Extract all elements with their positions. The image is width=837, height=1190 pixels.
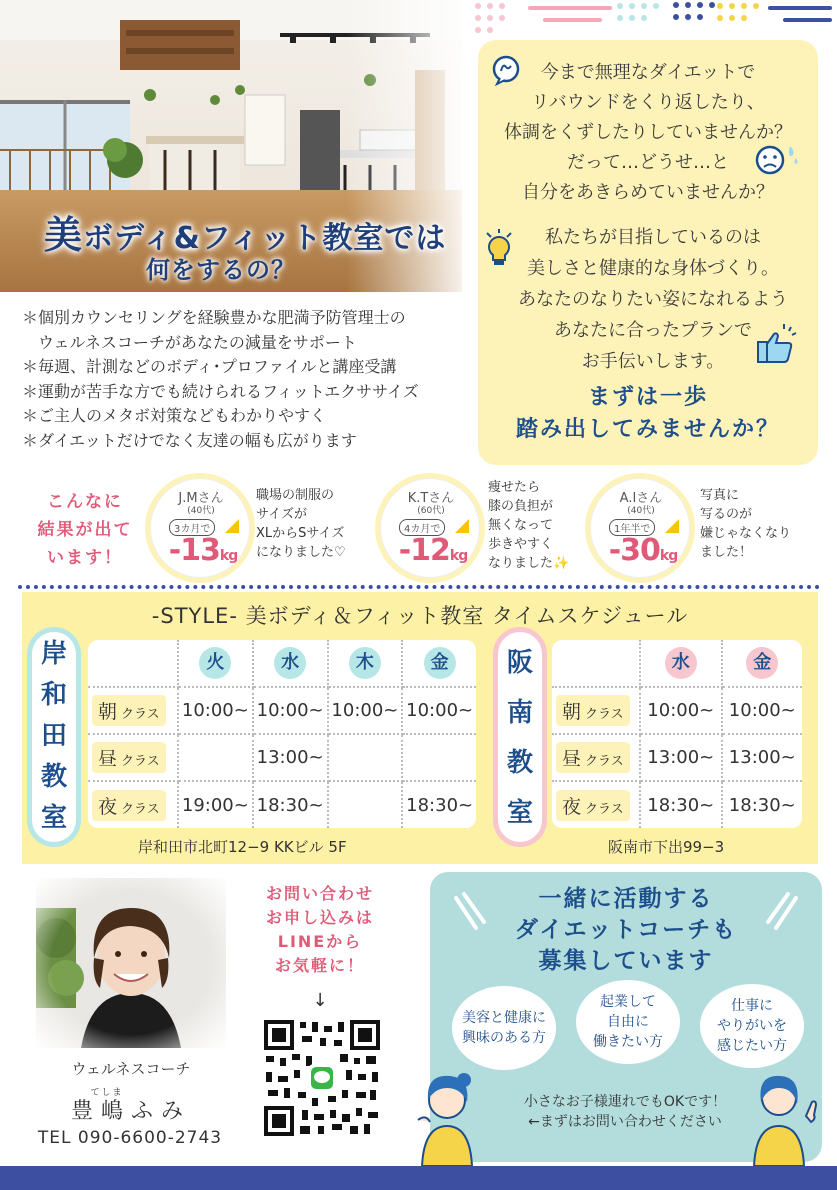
recruit-bubble-2: 起業して 自由に 働きたい方 bbox=[576, 980, 680, 1064]
day-friday: 金 bbox=[746, 647, 778, 679]
day-friday: 金 bbox=[424, 647, 456, 679]
coach-portrait bbox=[36, 878, 226, 1048]
day-wednesday: 水 bbox=[274, 647, 306, 679]
coach-name: 豊嶋ふみ bbox=[70, 1099, 191, 1124]
feature-item: ＊運動が苦手な方でも続けられるフィットエクササイズ bbox=[22, 381, 419, 401]
feature-item: ＊個別カウンセリングを経験豊かな肥満予防管理士の bbox=[22, 308, 406, 327]
day-tuesday: 火 bbox=[199, 647, 231, 679]
table-row: 昼 クラス 13:00~ 13:00~ bbox=[552, 734, 802, 781]
kishiwada-address: 岸和田市北町12−9 KKビル 5F bbox=[138, 838, 347, 856]
bottom-bar bbox=[0, 1166, 837, 1190]
hannan-campus-label: 阪 南 教 室 bbox=[498, 632, 542, 842]
result-badge-2: K.Tさん (60代) 4カ月で -12kg bbox=[380, 478, 480, 578]
feature-item: ＊ダイエットだけでなく友達の幅も広がります bbox=[22, 430, 357, 450]
kishiwada-campus-label: 岸 和 田 教 室 bbox=[32, 632, 76, 842]
message-paragraph-1: 今まで無理なダイエットで リバウンドをくり返したり、 体調をくずしたりしていませんか？ だって…どうせ…と 自分をあきらめていませんか？ bbox=[504, 62, 792, 203]
message-paragraph-2: 私たちが目指しているのは 美しさと健康的な身体づくり。 あなたのなりたい姿になれるよう あなたに合ったプランで お手伝いします。 bbox=[518, 227, 788, 372]
hannan-address: 阪南市下出99−3 bbox=[608, 838, 725, 856]
table-row: 夜 クラス 19:00~ 18:30~ 18:30~ bbox=[88, 781, 476, 828]
result-comment-1: 職場の制服の サイズが XLからSサイズ になりました♡ bbox=[256, 488, 346, 560]
result-badge-3: A.Iさん (40代) 1年半で -30kg bbox=[590, 478, 690, 578]
table-row: 朝 クラス 10:00~ 10:00~ 10:00~ 10:00~ bbox=[88, 687, 476, 734]
recruit-note: 小さなお子様連れでもOKです！ ←まずはお問い合わせください bbox=[523, 1094, 727, 1130]
recruit-title: 一緒に活動する ダイエットコーチも 募集しています bbox=[514, 886, 738, 974]
feature-item: ＊毎週、計測などのボディ･プロファイルと講座受講 bbox=[22, 357, 397, 376]
section-divider bbox=[18, 585, 820, 589]
table-row: 朝 クラス 10:00~ 10:00~ bbox=[552, 687, 802, 734]
kishiwada-schedule-table bbox=[88, 640, 476, 828]
contact-message: お問い合わせ お申し込みは LINEから お気軽に！ bbox=[265, 884, 374, 975]
coach-name-ruby: てしま bbox=[90, 1088, 124, 1098]
schedule-title: -STYLE- 美ボディ＆フィット教室 タイムスケジュール bbox=[151, 604, 689, 628]
feature-list bbox=[22, 306, 462, 453]
feature-item: ウェルネスコーチがあなたの減量をサポート bbox=[22, 332, 357, 352]
down-arrow-icon: ↓ bbox=[312, 990, 328, 1011]
photo-title-line2: 何をするの？ bbox=[146, 256, 296, 284]
photo-title-line1: 美ボディ&フィット教室では bbox=[44, 213, 447, 257]
recruit-bubble-1: 美容と健康に 興味のある方 bbox=[452, 986, 556, 1070]
hannan-schedule-table bbox=[552, 640, 802, 828]
coach-role: ウェルネスコーチ bbox=[71, 1060, 191, 1078]
result-comment-2: 痩せたら 膝の負担が 無くなって 歩きやすく なりました✨ bbox=[488, 480, 570, 571]
table-row: 夜 クラス 18:30~ 18:30~ bbox=[552, 781, 802, 828]
result-badge-1: J.Mさん (40代) 3カ月で -13kg bbox=[150, 478, 250, 578]
day-wednesday: 水 bbox=[665, 647, 697, 679]
recruit-bubble-3: 仕事に やりがいを 感じたい方 bbox=[700, 984, 804, 1068]
line-qr-code[interactable] bbox=[262, 1018, 382, 1138]
results-heading: こんなに 結果が出て います！ bbox=[37, 492, 133, 568]
result-comment-3: 写真に 写るのが 嫌じゃなくなり ました！ bbox=[700, 488, 792, 560]
feature-item: ＊ご主人のメタボ対策などもわかりやすく bbox=[22, 406, 327, 425]
thumbs-up-icon bbox=[754, 320, 802, 368]
table-row: 昼 クラス 13:00~ bbox=[88, 734, 476, 781]
woman-illustration-right bbox=[748, 1062, 824, 1166]
call-to-action: まずは一歩 踏み出してみませんか？ bbox=[515, 385, 780, 442]
day-thursday: 木 bbox=[349, 647, 381, 679]
woman-illustration-left bbox=[414, 1062, 480, 1166]
coach-phone[interactable]: TEL 090-6600-2743 bbox=[37, 1128, 223, 1148]
